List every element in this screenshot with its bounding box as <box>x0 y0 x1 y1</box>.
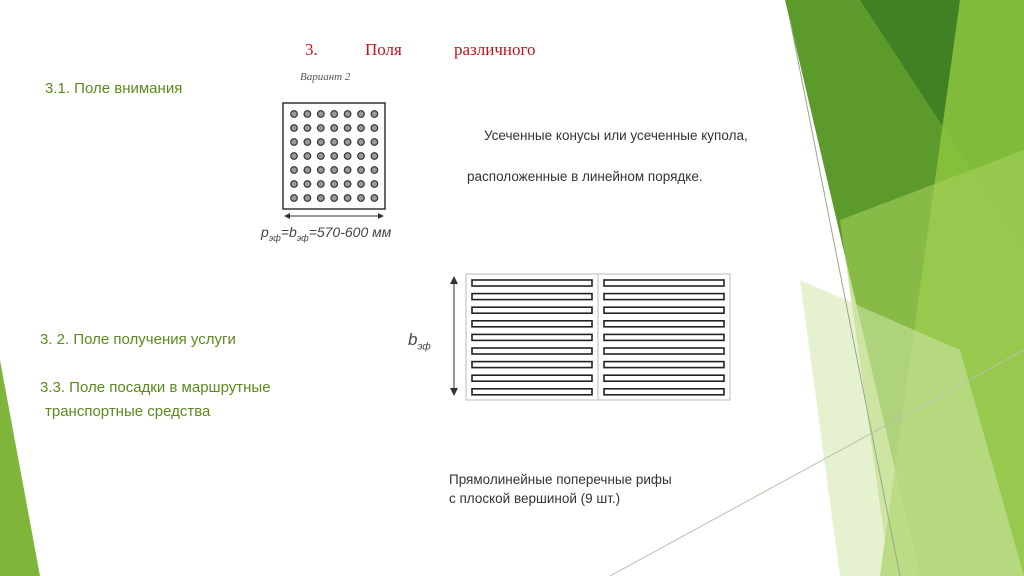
grid-dot <box>291 125 298 132</box>
grid-dot <box>371 167 378 174</box>
stripe-bar <box>604 280 724 286</box>
grid-dot <box>304 111 311 118</box>
grid-dot <box>318 153 325 160</box>
grid-dot <box>371 111 378 118</box>
section-boarding-heading-line2: транспортные средства <box>45 403 211 420</box>
stripe-dimension-label <box>408 330 431 352</box>
title-word-1: Поля <box>365 40 402 59</box>
dots-description-line2: расположенные в линейном порядке. <box>467 169 703 184</box>
grid-dot <box>318 125 325 132</box>
grid-dot <box>331 167 338 174</box>
grid-dot <box>304 167 311 174</box>
grid-dot <box>344 111 351 118</box>
grid-dot <box>358 167 365 174</box>
grid-dot <box>331 111 338 118</box>
stripe-label-sub: эф <box>417 341 431 353</box>
stripe-bar <box>472 348 592 354</box>
formula-b: b <box>288 224 297 240</box>
section-attention-heading: 3.1. Поле внимания <box>45 80 183 97</box>
grid-dot <box>358 195 365 202</box>
grid-dot <box>344 195 351 202</box>
grid-dot <box>291 111 298 118</box>
grid-dot <box>291 195 298 202</box>
stripe-bar <box>604 375 724 381</box>
grid-dot <box>331 125 338 132</box>
stripe-bar <box>604 362 724 368</box>
section-boarding-heading-line1: 3.3. Поле посадки в маршрутные <box>40 379 271 396</box>
grid-dot <box>371 195 378 202</box>
formula-p-sub: эф <box>268 232 281 243</box>
variant-label: Вариант 2 <box>300 71 351 83</box>
grid-dot <box>371 181 378 188</box>
grid-dot <box>358 139 365 146</box>
grid-dot <box>318 167 325 174</box>
grid-dot <box>291 181 298 188</box>
grid-dot <box>371 125 378 132</box>
stripe-bar <box>604 321 724 327</box>
stripe-bar <box>472 389 592 395</box>
dimension-formula <box>261 224 391 243</box>
stripe-bar <box>472 321 592 327</box>
stripe-bar <box>604 294 724 300</box>
height-arrow-bottom <box>450 388 458 396</box>
grid-dot <box>358 125 365 132</box>
grid-dot <box>291 167 298 174</box>
dot-grid-figure <box>280 100 390 220</box>
stripe-bar <box>604 334 724 340</box>
height-arrow-top <box>450 276 458 284</box>
formula-value: =570-600 мм <box>308 224 392 240</box>
stripe-bar <box>472 307 592 313</box>
grid-dot <box>318 139 325 146</box>
stripe-description-line2: с плоской вершиной (9 шт.) <box>449 491 621 506</box>
section-service-heading: 3. 2. Поле получения услуги <box>40 331 236 348</box>
width-arrow-left <box>284 213 290 219</box>
grid-dot <box>331 139 338 146</box>
grid-dot <box>358 181 365 188</box>
stripe-bar <box>604 389 724 395</box>
grid-dot <box>291 139 298 146</box>
grid-dot <box>304 195 311 202</box>
grid-dot <box>344 153 351 160</box>
formula-p: p <box>261 224 269 240</box>
grid-dot <box>304 153 311 160</box>
grid-dot <box>318 181 325 188</box>
formula-b-sub: эф <box>296 232 309 243</box>
stripe-description-line1: Прямолинейные поперечные рифы <box>449 472 672 487</box>
stripe-bar <box>604 348 724 354</box>
stripe-label-b: b <box>408 330 418 349</box>
grid-dot <box>344 181 351 188</box>
grid-dot <box>304 139 311 146</box>
grid-dot <box>371 139 378 146</box>
grid-dot <box>344 167 351 174</box>
grid-dot <box>304 125 311 132</box>
grid-dot <box>291 153 298 160</box>
grid-dot <box>358 153 365 160</box>
dots-description-line1: Усеченные конусы или усеченные купола, <box>484 128 748 143</box>
title-number: 3. <box>305 40 318 59</box>
grid-dot <box>318 111 325 118</box>
grid-dot <box>304 181 311 188</box>
grid-dot <box>331 195 338 202</box>
stripe-bar <box>604 307 724 313</box>
stripe-figure <box>445 268 735 408</box>
width-arrow-right <box>378 213 384 219</box>
formula-eq: = <box>280 224 289 240</box>
left-green-shape <box>0 360 40 576</box>
grid-dot <box>344 139 351 146</box>
stripe-bar <box>472 375 592 381</box>
stripe-bar <box>472 280 592 286</box>
title-word-2: различного <box>454 40 536 59</box>
stripe-bar <box>472 334 592 340</box>
stripe-bar <box>472 294 592 300</box>
grid-dot <box>371 153 378 160</box>
stripe-bar <box>472 362 592 368</box>
grid-dot <box>331 153 338 160</box>
grid-dot <box>318 195 325 202</box>
grid-dot <box>331 181 338 188</box>
grid-dot <box>358 111 365 118</box>
grid-dot <box>344 125 351 132</box>
